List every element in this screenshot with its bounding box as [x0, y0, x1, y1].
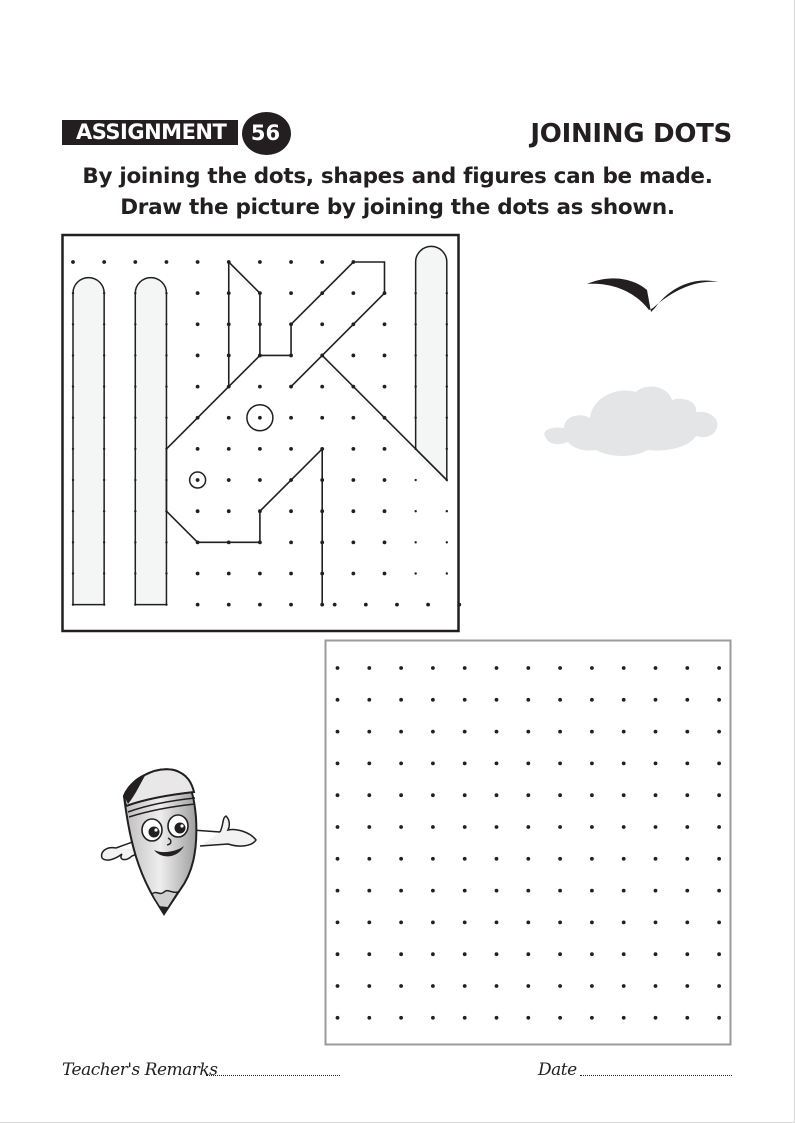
practice-dot — [336, 857, 340, 861]
practice-dot — [717, 793, 721, 797]
practice-dot — [717, 889, 721, 893]
practice-dot — [336, 984, 340, 988]
practice-dot — [495, 952, 499, 956]
practice-dot — [526, 857, 530, 861]
practice-dot — [463, 666, 467, 670]
practice-dot — [367, 857, 371, 861]
practice-dot — [654, 984, 658, 988]
practice-dot — [590, 698, 594, 702]
practice-dot — [685, 730, 689, 734]
practice-dot — [431, 952, 435, 956]
practice-dot — [495, 698, 499, 702]
practice-dot — [622, 825, 626, 829]
practice-dot — [495, 1016, 499, 1020]
practice-dot — [590, 1016, 594, 1020]
practice-dot — [463, 730, 467, 734]
practice-dot — [685, 952, 689, 956]
practice-dot — [431, 857, 435, 861]
practice-dot — [399, 825, 403, 829]
practice-dot — [590, 952, 594, 956]
page-title: JOINING DOTS — [530, 119, 732, 149]
practice-dot — [336, 666, 340, 670]
practice-dot — [495, 984, 499, 988]
practice-dot — [336, 889, 340, 893]
practice-dot — [685, 984, 689, 988]
practice-dot — [654, 1016, 658, 1020]
practice-dot — [399, 666, 403, 670]
practice-dot — [367, 984, 371, 988]
practice-dot — [622, 952, 626, 956]
practice-dot — [431, 984, 435, 988]
practice-dot — [622, 698, 626, 702]
practice-dot — [399, 1016, 403, 1020]
practice-dot — [399, 921, 403, 925]
practice-dot — [367, 825, 371, 829]
practice-dot — [399, 984, 403, 988]
practice-dot — [399, 952, 403, 956]
practice-dot — [622, 889, 626, 893]
practice-dot — [685, 825, 689, 829]
practice-dot — [463, 762, 467, 766]
practice-dot — [495, 793, 499, 797]
practice-dot — [431, 698, 435, 702]
practice-dot — [717, 984, 721, 988]
practice-dot — [367, 793, 371, 797]
practice-dot — [717, 825, 721, 829]
practice-dot — [526, 921, 530, 925]
date-label: Date — [538, 1060, 577, 1080]
practice-dot — [431, 666, 435, 670]
practice-dot — [399, 730, 403, 734]
practice-dot — [526, 825, 530, 829]
practice-dot — [590, 730, 594, 734]
practice-dot — [495, 730, 499, 734]
practice-dot — [367, 730, 371, 734]
practice-dot — [431, 889, 435, 893]
practice-dot — [367, 889, 371, 893]
practice-dot — [654, 825, 658, 829]
practice-dot — [463, 698, 467, 702]
practice-dot — [526, 889, 530, 893]
practice-dot — [526, 952, 530, 956]
practice-dot — [336, 952, 340, 956]
practice-dot — [495, 857, 499, 861]
practice-dot — [431, 793, 435, 797]
practice-dot — [399, 889, 403, 893]
practice-dot — [622, 1016, 626, 1020]
practice-dot — [463, 889, 467, 893]
practice-dot — [463, 793, 467, 797]
practice-dot — [399, 762, 403, 766]
practice-dot — [431, 762, 435, 766]
practice-dot — [622, 857, 626, 861]
practice-dot — [685, 762, 689, 766]
practice-dot — [526, 1016, 530, 1020]
practice-dot — [526, 793, 530, 797]
practice-dot — [685, 698, 689, 702]
practice-dot — [399, 698, 403, 702]
instruction-line-2: Draw the picture by joining the dots as shown. — [120, 195, 675, 220]
assignment-number: 56 — [250, 121, 281, 145]
practice-dot — [717, 698, 721, 702]
practice-dot — [590, 889, 594, 893]
practice-dot — [526, 666, 530, 670]
practice-dot — [463, 825, 467, 829]
practice-dot — [590, 921, 594, 925]
practice-dot — [495, 825, 499, 829]
practice-dot — [336, 698, 340, 702]
practice-dot — [654, 889, 658, 893]
practice-dot — [558, 857, 562, 861]
practice-dot — [495, 666, 499, 670]
practice-dot — [590, 825, 594, 829]
practice-dot — [558, 952, 562, 956]
practice-dot — [717, 1016, 721, 1020]
practice-dot — [399, 857, 403, 861]
practice-dot — [654, 793, 658, 797]
practice-dot — [685, 666, 689, 670]
practice-dot — [717, 730, 721, 734]
practice-dot — [717, 762, 721, 766]
practice-dot — [526, 730, 530, 734]
practice-dot — [367, 666, 371, 670]
practice-dot — [590, 793, 594, 797]
practice-dot — [336, 921, 340, 925]
practice-dot — [717, 666, 721, 670]
practice-dot — [336, 762, 340, 766]
practice-dot — [336, 1016, 340, 1020]
practice-dot — [463, 857, 467, 861]
practice-dot — [654, 762, 658, 766]
practice-dot — [399, 793, 403, 797]
practice-dot — [654, 952, 658, 956]
teachers-remarks-label: Teacher's Remarks — [62, 1060, 218, 1080]
practice-dot — [463, 984, 467, 988]
practice-dot — [558, 825, 562, 829]
practice-dot — [685, 857, 689, 861]
practice-dot — [590, 666, 594, 670]
practice-dot — [367, 1016, 371, 1020]
practice-dot — [622, 730, 626, 734]
practice-dot — [558, 889, 562, 893]
practice-dot — [685, 1016, 689, 1020]
practice-dot — [622, 666, 626, 670]
practice-dot — [622, 793, 626, 797]
practice-dot — [654, 730, 658, 734]
practice-dot — [558, 730, 562, 734]
practice-dot — [336, 730, 340, 734]
practice-dot — [431, 921, 435, 925]
practice-dot — [717, 857, 721, 861]
practice-dot — [463, 952, 467, 956]
practice-dot — [717, 952, 721, 956]
practice-dot — [654, 666, 658, 670]
practice-dot — [685, 889, 689, 893]
practice-dot — [463, 1016, 467, 1020]
practice-dot — [590, 857, 594, 861]
practice-dot — [654, 921, 658, 925]
practice-dot — [526, 698, 530, 702]
practice-dot — [622, 762, 626, 766]
practice-dot — [590, 762, 594, 766]
instruction-line-1: By joining the dots, shapes and figures can be made. — [82, 164, 713, 189]
practice-dot — [590, 984, 594, 988]
practice-dot — [526, 762, 530, 766]
practice-dot — [336, 793, 340, 797]
practice-dot — [367, 698, 371, 702]
practice-dot — [558, 762, 562, 766]
practice-dot — [431, 825, 435, 829]
date-line[interactable] — [580, 1075, 732, 1076]
practice-dot — [622, 984, 626, 988]
practice-dot — [717, 921, 721, 925]
practice-dot — [558, 984, 562, 988]
practice-dot — [495, 889, 499, 893]
practice-dot — [558, 921, 562, 925]
practice-dot — [495, 762, 499, 766]
practice-dot — [367, 921, 371, 925]
practice-dot — [526, 984, 530, 988]
practice-dot — [367, 952, 371, 956]
practice-dot — [558, 1016, 562, 1020]
practice-dot — [622, 921, 626, 925]
practice-dot — [558, 793, 562, 797]
practice-dot — [463, 921, 467, 925]
practice-dot — [685, 793, 689, 797]
practice-dot — [336, 825, 340, 829]
practice-dot — [431, 1016, 435, 1020]
practice-dot — [654, 857, 658, 861]
teachers-remarks-line[interactable] — [206, 1075, 340, 1076]
practice-dot — [654, 698, 658, 702]
assignment-label: ASSIGNMENT — [76, 120, 227, 144]
practice-dot — [367, 762, 371, 766]
practice-dot — [685, 921, 689, 925]
practice-dot — [558, 698, 562, 702]
practice-dot — [558, 666, 562, 670]
practice-dot — [431, 730, 435, 734]
practice-dot — [495, 921, 499, 925]
